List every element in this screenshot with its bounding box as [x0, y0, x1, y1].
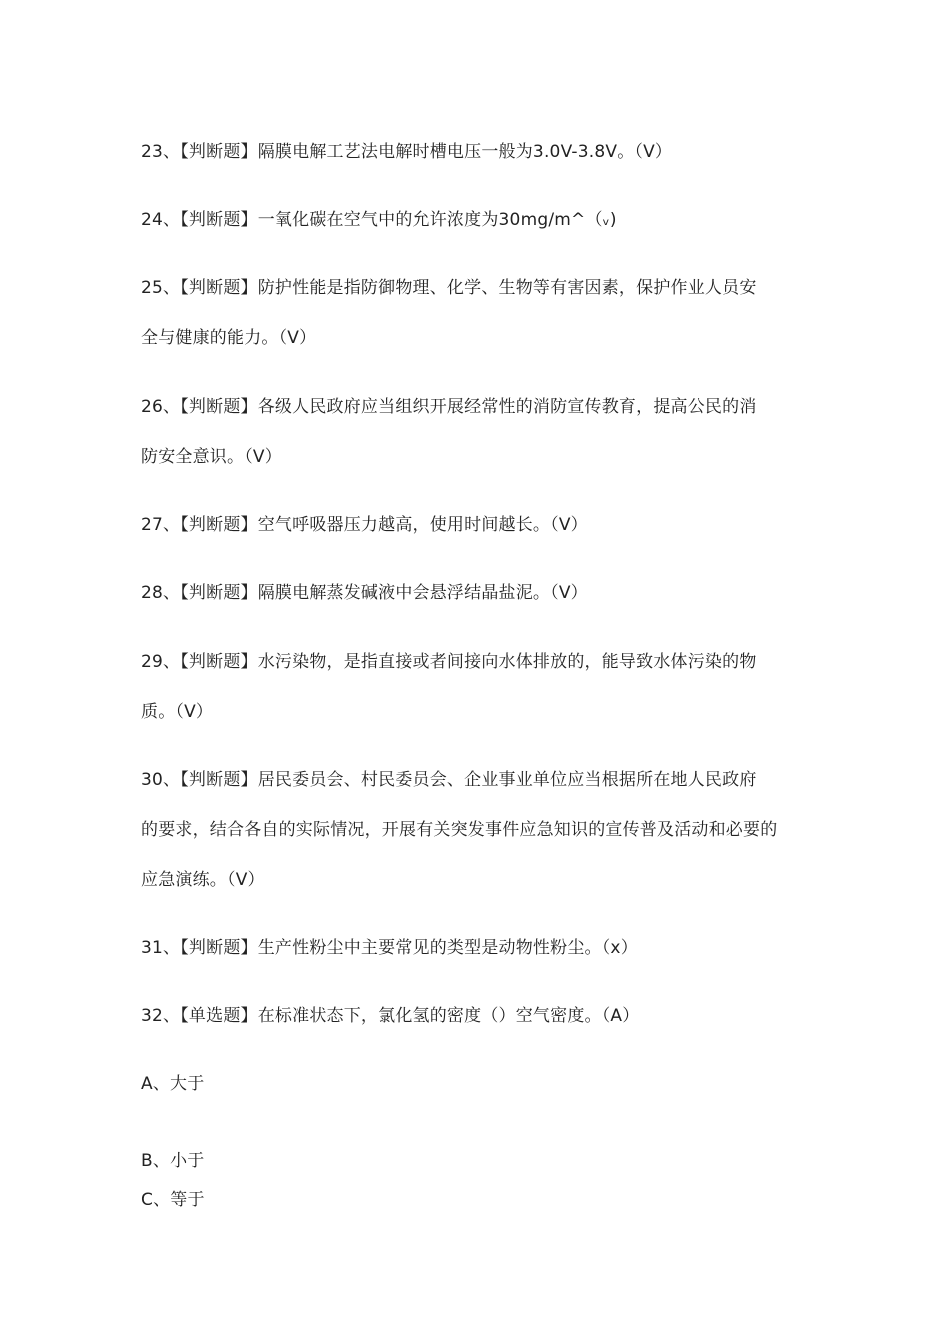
- question-29-line-1: 29、【判断题】水污染物，是指直接或者间接向水体排放的，能导致水体污染的物: [141, 652, 757, 672]
- question-26-line-1: 26、【判断题】各级人民政府应当组织开展经常性的消防宣传教育，提高公民的消: [141, 397, 757, 417]
- question-25-line-2: 全与健康的能力。（V）: [141, 328, 317, 348]
- question-24: 24、【判断题】一氧化碳在空气中的允许浓度为30mg/m^（ᵥ): [141, 210, 617, 230]
- question-25-line-1: 25、【判断题】防护性能是指防御物理、化学、生物等有害因素，保护作业人员安: [141, 278, 757, 298]
- question-32: 32、【单选题】在标准状态下，氯化氢的密度（）空气密度。（A）: [141, 1006, 640, 1026]
- question-26-line-2: 防安全意识。（V）: [141, 447, 282, 467]
- question-30-line-2: 的要求，结合各自的实际情况，开展有关突发事件应急知识的宣传普及活动和必要的: [141, 820, 778, 840]
- question-29-line-2: 质。（V）: [141, 702, 214, 722]
- option-c: C、等于: [141, 1190, 205, 1210]
- option-b: B、小于: [141, 1151, 205, 1171]
- option-a: A、大于: [141, 1074, 205, 1094]
- question-27: 27、【判断题】空气呼吸器压力越高，使用时间越长。（V）: [141, 515, 588, 535]
- question-23: 23、【判断题】隔膜电解工艺法电解时槽电压一般为3.0V-3.8V。（V）: [141, 142, 673, 162]
- question-31: 31、【判断题】生产性粉尘中主要常见的类型是动物性粉尘。（x）: [141, 938, 638, 958]
- question-30-line-3: 应急演练。（V）: [141, 870, 265, 890]
- question-30-line-1: 30、【判断题】居民委员会、村民委员会、企业事业单位应当根据所在地人民政府: [141, 770, 757, 790]
- question-28: 28、【判断题】隔膜电解蒸发碱液中会悬浮结晶盐泥。（V）: [141, 583, 588, 603]
